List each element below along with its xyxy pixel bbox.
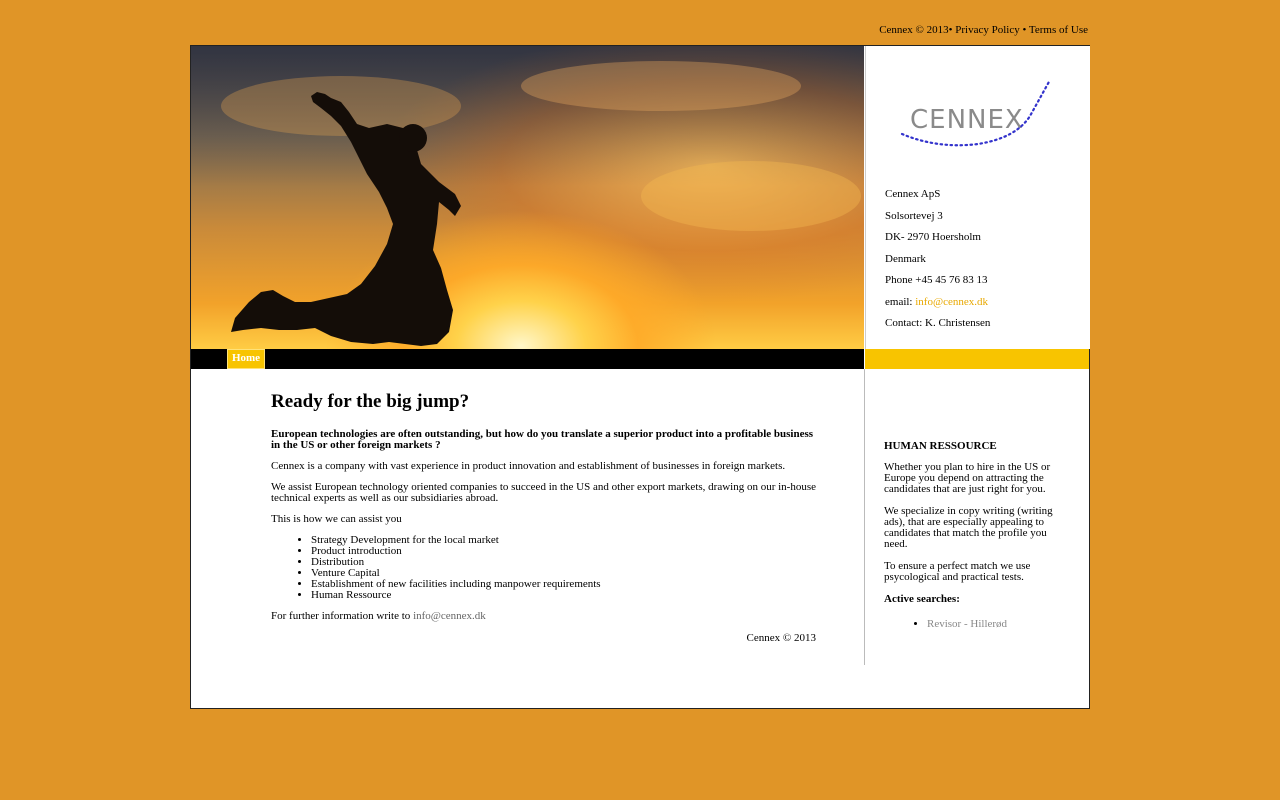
logo-text: CENNEX (910, 105, 1024, 135)
human-resource-panel (884, 440, 1054, 630)
hr-heading: HUMAN RESSOURCE (884, 440, 997, 452)
top-separator: • (1022, 24, 1027, 36)
list-item: • Venture Capital (311, 568, 816, 579)
top-links (879, 24, 1088, 36)
company-name: Cennex ApS (885, 188, 941, 200)
phone-number: Phone +45 45 76 83 13 (885, 274, 988, 286)
email-label: email: (885, 295, 916, 308)
column-divider (864, 369, 865, 665)
hr-paragraph-3: To ensure a perfect match we use psycological and practical tests. (884, 560, 1031, 583)
city-address: DK- 2970 Hoersholm (885, 231, 981, 243)
street-address: Solsortevej 3 (885, 209, 943, 222)
services-list (271, 535, 816, 601)
further-email-link[interactable]: info@cennex.dk (413, 610, 486, 622)
active-searches-label: Active searches: (884, 593, 960, 605)
hr-paragraph-2: We specialize in copy writing (writing ads), that are especially appealing to candidates that match the profile you need. (884, 505, 1053, 550)
hr-paragraph-1: Whether you plan to hire in the US or Europe you depend on attracting the candidates that are just right for you. (884, 461, 1051, 495)
page-title: Ready for the big jump? (271, 391, 470, 412)
list-item: • Human Ressource (311, 590, 816, 601)
active-searches-list (884, 618, 1054, 630)
list-item: • Distribution (311, 557, 816, 568)
email-line (885, 292, 990, 314)
privacy-policy-link[interactable]: Privacy Policy (955, 24, 1020, 36)
contact-email-link[interactable]: info@cennex.dk (915, 295, 988, 308)
further-info (271, 611, 816, 622)
nav-home-tab[interactable]: Home (227, 349, 265, 369)
search-revisor-link[interactable]: Revisor - Hillerød (927, 618, 1008, 630)
services-intro: This is how we can assist you (271, 513, 402, 525)
list-item: • Product introduction (311, 546, 816, 557)
top-copyright: Cennex © 2013• (879, 24, 953, 36)
main-copyright: Cennex © 2013 (746, 632, 816, 644)
assist-paragraph: We assist European technology oriented companies to succeed in the US and other export markets, drawing on our in-house technical experts as well as our subsidiaries abroad. (271, 481, 816, 504)
country: Denmark (885, 252, 926, 265)
contact-panel (865, 46, 1090, 349)
intro-paragraph: Cennex is a company with vast experience in product innovation and establishment of businesses in foreign markets. (271, 460, 786, 472)
further-label: For further information write to (271, 610, 414, 622)
nav-bar (191, 349, 864, 369)
list-item: • Establishment of new facilities including manpower requirements (311, 579, 816, 590)
list-item (927, 618, 1054, 630)
terms-of-use-link[interactable]: Terms of Use (1028, 24, 1088, 36)
lead-paragraph: European technologies are often outstanding, but how do you translate a superior product into a profitable business in the US or other foreign markets ? (271, 428, 814, 451)
main-content (271, 391, 816, 654)
jumping-person-silhouette (191, 46, 864, 349)
contact-person: Contact: K. Christensen (885, 317, 991, 329)
cennex-logo (898, 74, 1058, 149)
company-address (885, 184, 990, 335)
sidebar-accent-bar (865, 349, 1089, 369)
list-item: • Strategy Development for the local market (311, 535, 816, 546)
hero-image (191, 46, 864, 349)
page-frame (190, 45, 1090, 709)
